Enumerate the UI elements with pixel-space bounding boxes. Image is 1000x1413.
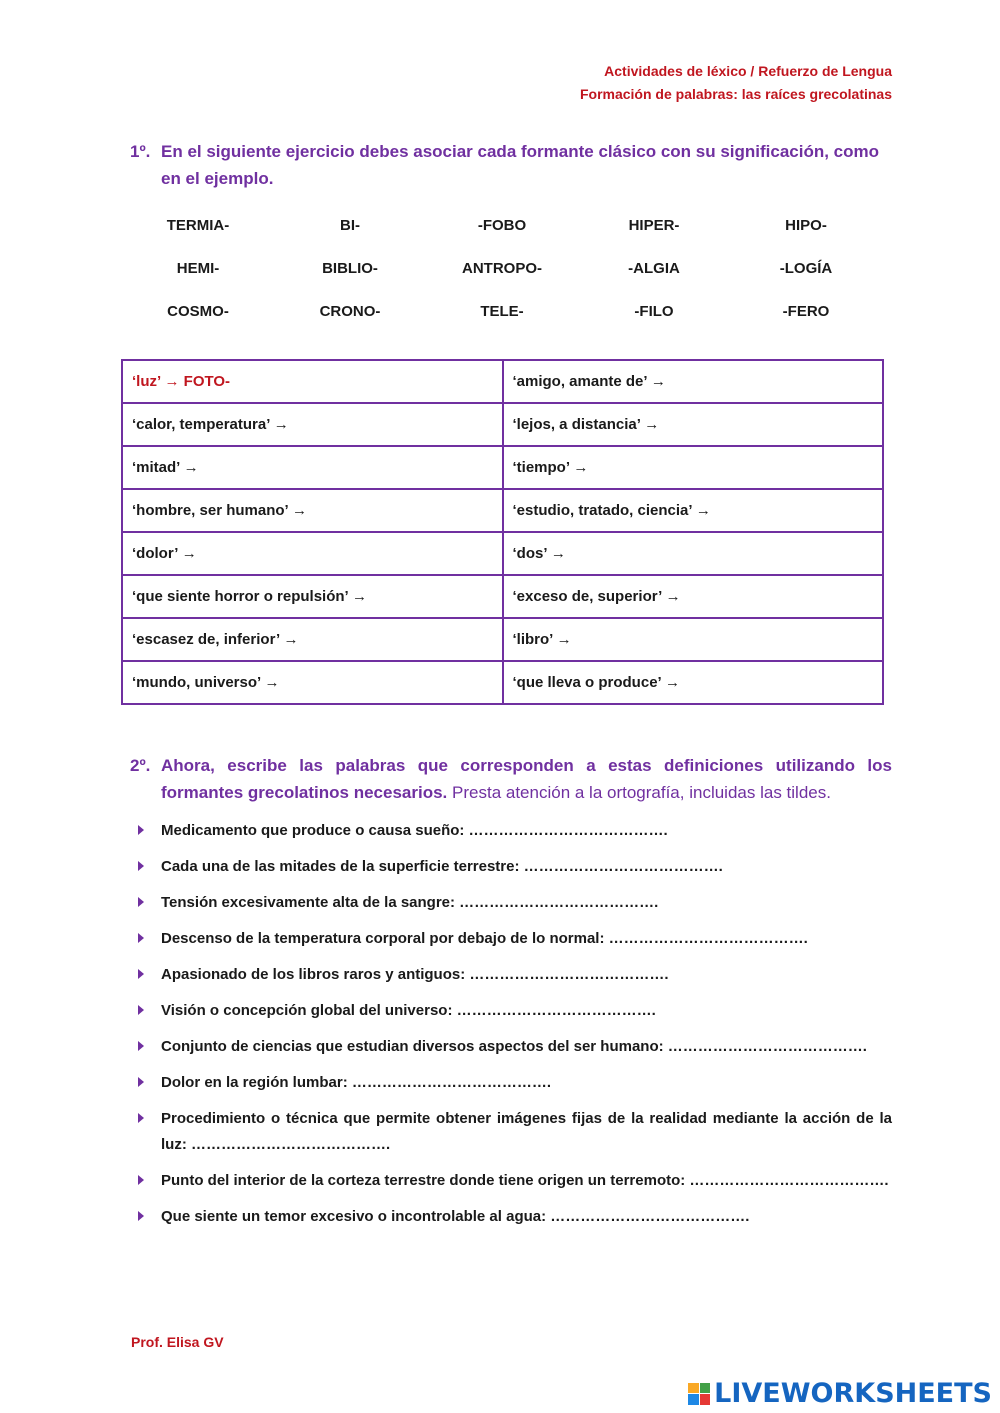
bullet-arrow-icon	[138, 933, 144, 943]
table-cell[interactable]: ‘estudio, tratado, ciencia’ →	[503, 489, 884, 532]
table-cell[interactable]: ‘que siente horror o repulsión’ →	[122, 575, 503, 618]
question-1-number: 1º.	[130, 142, 151, 161]
table-row	[122, 618, 883, 661]
definition-text: Medicamento que produce o causa sueño: ………………………………….	[161, 822, 668, 839]
table-cell[interactable]: ‘mitad’ →	[122, 446, 503, 489]
bullet-arrow-icon	[138, 1211, 144, 1221]
table-cell[interactable]: ‘dolor’ →	[122, 532, 503, 575]
question-2	[130, 752, 892, 806]
header-line-2: Formación de palabras: las raíces grecolatinas	[579, 86, 892, 102]
question-1	[130, 138, 892, 192]
table-cell[interactable]: ‘tiempo’ →	[503, 446, 884, 489]
list-item[interactable]	[138, 1168, 892, 1194]
table-cell[interactable]: ‘exceso de, superior’ →	[503, 575, 884, 618]
footer-author: Prof. Elisa GV	[131, 1334, 224, 1350]
list-item[interactable]	[138, 1070, 892, 1096]
definition-text: Dolor en la región lumbar: ………………………………….	[161, 1074, 552, 1091]
list-item[interactable]	[138, 926, 892, 952]
table-row	[122, 489, 883, 532]
table-cell[interactable]: ‘mundo, universo’ →	[122, 661, 503, 704]
list-item[interactable]	[138, 962, 892, 988]
bullet-arrow-icon	[138, 861, 144, 871]
formant: HEMI-	[176, 260, 220, 277]
bullet-arrow-icon	[138, 897, 144, 907]
formant: -FILO	[634, 303, 674, 320]
formant: -FERO	[782, 303, 830, 320]
list-item[interactable]	[138, 998, 892, 1024]
formant: CRONO-	[319, 303, 381, 320]
table-cell[interactable]: ‘calor, temperatura’ →	[122, 403, 503, 446]
formant: TERMIA-	[166, 217, 230, 234]
definition-text: Que siente un temor excesivo o incontrolable al agua: ………………………………….	[161, 1208, 750, 1225]
formant: HIPER-	[628, 217, 680, 234]
definition-text: Procedimiento o técnica que permite obtener imágenes fijas de la realidad mediante la acción de la luz: ………………………………….	[161, 1110, 892, 1153]
formant: HIPO-	[785, 217, 827, 234]
bullet-arrow-icon	[138, 1113, 144, 1123]
formant: -ALGIA	[628, 260, 680, 277]
list-item[interactable]	[138, 1034, 892, 1060]
table-cell[interactable]: ‘amigo, amante de’ →	[503, 360, 884, 403]
formants-grid	[122, 214, 882, 343]
formant: -FOBO	[477, 217, 527, 234]
bullet-arrow-icon	[138, 1175, 144, 1185]
bullet-arrow-icon	[138, 969, 144, 979]
definition-text: Cada una de las mitades de la superficie terrestre: ………………………………….	[161, 858, 723, 875]
list-item[interactable]	[138, 1106, 892, 1158]
question-2-number: 2º.	[130, 756, 151, 775]
question-1-text: En el siguiente ejercicio debes asociar cada formante clásico con su significación, como en el ejemplo.	[161, 142, 880, 188]
list-item[interactable]	[138, 890, 892, 916]
bullet-arrow-icon	[138, 1077, 144, 1087]
document-header	[580, 60, 892, 106]
formant: ANTROPO-	[462, 260, 542, 277]
table-row	[122, 661, 883, 704]
table-cell[interactable]: ‘que lleva o produce’ →	[503, 661, 884, 704]
table-row	[122, 360, 883, 403]
question-2-body	[161, 752, 892, 806]
table-cell[interactable]: ‘hombre, ser humano’ →	[122, 489, 503, 532]
table-row	[122, 446, 883, 489]
bullet-arrow-icon	[138, 825, 144, 835]
question-2-text: Ahora, escribe las palabras que corresponden a estas definiciones utilizando los formantes grecolatinos necesarios.	[161, 756, 892, 802]
definition-text: Descenso de la temperatura corporal por debajo de lo normal: ………………………………….	[161, 930, 808, 947]
matching-table	[121, 359, 884, 705]
liveworksheets-logo-icon	[688, 1383, 710, 1405]
table-cell[interactable]: ‘libro’ →	[503, 618, 884, 661]
question-2-note: Presta atención a la ortografía, incluidas las tildes.	[452, 783, 831, 802]
list-item[interactable]	[138, 1204, 892, 1230]
definition-text: Apasionado de los libros raros y antiguos: ………………………………….	[161, 966, 669, 983]
definition-text: Conjunto de ciencias que estudian diversos aspectos del ser humano: ………………………………….	[161, 1038, 867, 1055]
liveworksheets-logo-text: LIVEWORKSHEETS	[714, 1378, 992, 1409]
definitions-list	[138, 818, 892, 1240]
formant: -LOGÍA	[779, 260, 833, 277]
formant: TELE-	[480, 303, 524, 320]
formant: BIBLIO-	[322, 260, 378, 277]
table-cell[interactable]: ‘escasez de, inferior’ →	[122, 618, 503, 661]
definition-text: Punto del interior de la corteza terrestre donde tiene origen un terremoto: ………………………………….	[161, 1172, 889, 1189]
table-cell[interactable]: ‘lejos, a distancia’ →	[503, 403, 884, 446]
formant: COSMO-	[167, 303, 229, 320]
bullet-arrow-icon	[138, 1005, 144, 1015]
table-row	[122, 575, 883, 618]
liveworksheets-logo[interactable]	[688, 1378, 992, 1409]
definition-text: Visión o concepción global del universo: ………………………………….	[161, 1002, 656, 1019]
table-cell[interactable]: ‘dos’ →	[503, 532, 884, 575]
list-item[interactable]	[138, 818, 892, 844]
table-row	[122, 403, 883, 446]
bullet-arrow-icon	[138, 1041, 144, 1051]
table-cell-example: ‘luz’ → FOTO-	[122, 360, 503, 403]
header-line-1: Actividades de léxico / Refuerzo de Lengua	[604, 63, 892, 79]
table-row	[122, 532, 883, 575]
formant: BI-	[340, 217, 360, 234]
definition-text: Tensión excesivamente alta de la sangre: ………………………………….	[161, 894, 659, 911]
list-item[interactable]	[138, 854, 892, 880]
